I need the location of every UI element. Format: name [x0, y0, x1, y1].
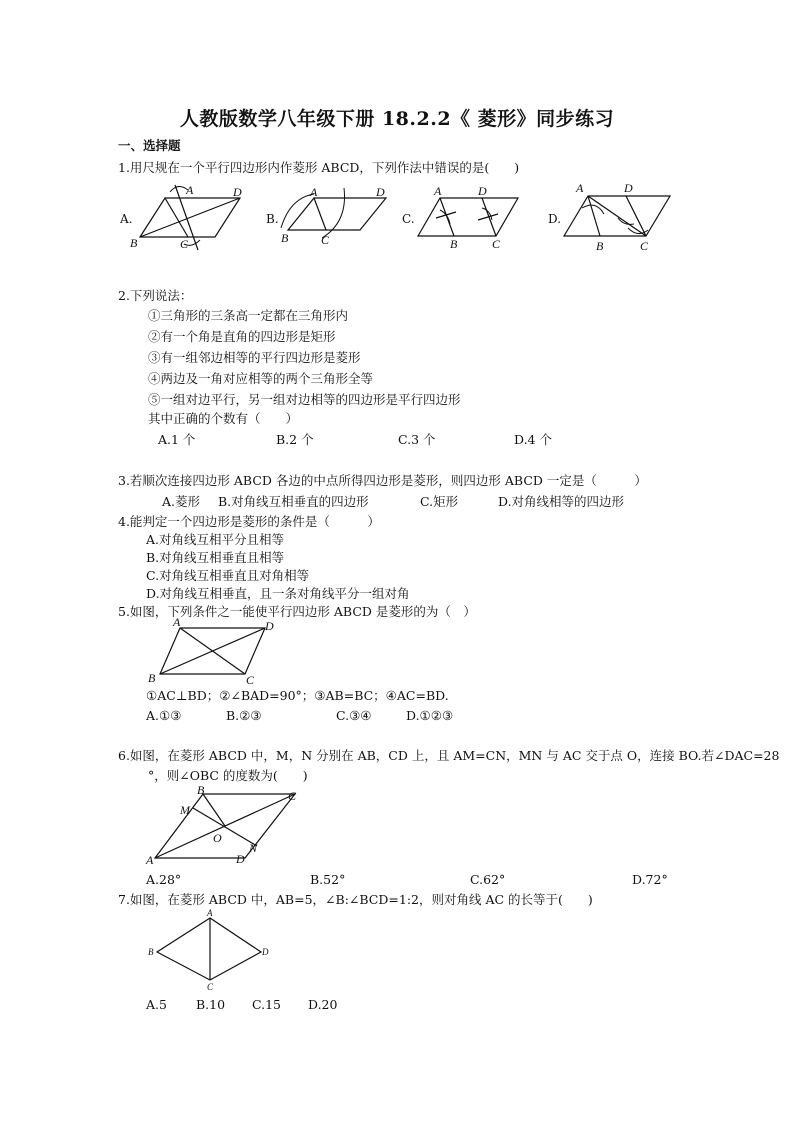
q6-option-a: A.28°: [146, 872, 182, 887]
q6-figure: [145, 784, 325, 868]
q2-item-5: ⑤一组对边平行，另一组对边相等的四边形是平行四边形: [148, 392, 461, 407]
q1a-label-a: A: [186, 183, 194, 197]
q5-label-d: D: [265, 619, 274, 633]
q6-label-d: D: [236, 852, 245, 866]
q5-option-d: D.①②③: [406, 708, 454, 723]
q6-label-m: M: [180, 803, 190, 817]
q1-option-c-label: C.: [402, 212, 415, 226]
q5-label-c: C: [246, 673, 255, 687]
q3-option-b: B.对角线互相垂直的四边形: [218, 494, 369, 509]
q1a-label-d: D: [233, 185, 242, 199]
q2-option-c: C.3 个: [398, 432, 436, 447]
q1-figure-c: [412, 180, 532, 252]
q7-figure: [145, 908, 275, 992]
q5-figure: [145, 616, 285, 688]
q4-option-a: A.对角线互相平分且相等: [146, 532, 285, 547]
q1-option-d-label: D.: [548, 212, 562, 226]
q1-option-b-label: B.: [266, 212, 279, 226]
q1a-label-c: C: [180, 237, 189, 251]
q1c-label-c: C: [492, 237, 501, 251]
q5-label-a: A: [173, 615, 181, 629]
q1d-label-a: A: [576, 181, 584, 195]
q2-option-d: D.4 个: [514, 432, 552, 447]
q6-option-b: B.52°: [310, 872, 346, 887]
q1c-label-b: B: [450, 237, 458, 251]
q2-item-3: ③有一组邻边相等的平行四边形是菱形: [148, 350, 361, 365]
q2-item-2: ②有一个角是直角的四边形是矩形: [148, 329, 336, 344]
q7-option-c: C.15: [252, 997, 281, 1012]
q2-item-4: ④两边及一角对应相等的两个三角形全等: [148, 371, 374, 386]
q7-stem: 7.如图，在菱形 ABCD 中，AB=5，∠B:∠BCD=1:2，则对角线 AC 的长等于( ): [118, 892, 593, 907]
q1c-label-a: A: [434, 184, 442, 198]
q6-option-d: D.72°: [632, 872, 668, 887]
q6-label-o: O: [213, 831, 222, 845]
q3-option-a: A.菱形: [162, 494, 201, 509]
q5-option-b: B.②③: [226, 708, 262, 723]
q2-option-a: A.1 个: [158, 432, 196, 447]
q7-option-b: B.10: [196, 997, 226, 1012]
q1b-label-c: C: [321, 233, 330, 247]
q3-option-d: D.对角线相等的四边形: [498, 494, 625, 509]
q5-stem: 5.如图，下列条件之一能使平行四边形 ABCD 是菱形的为（ ）: [118, 604, 476, 619]
q7-option-a: A.5: [146, 997, 167, 1012]
q4-option-d: D.对角线互相垂直，且一条对角线平分一组对角: [146, 586, 410, 601]
q1b-label-d: D: [376, 185, 385, 199]
q3-stem: 3.若顺次连接四边形 ABCD 各边的中点所得四边形是菱形，则四边形 ABCD 一定是（ ）: [118, 473, 647, 488]
page-title: 人教版数学八年级下册 18.2.2《 菱形》同步练习: [179, 108, 615, 130]
section-heading: 一、选择题: [118, 138, 181, 153]
q1-option-a-label: A.: [120, 212, 133, 226]
q6-label-a: A: [146, 853, 154, 867]
q1b-label-a: A: [310, 185, 318, 199]
q4-option-c: C.对角线互相垂直且对角相等: [146, 568, 310, 583]
q7-label-a: A: [207, 908, 213, 918]
q4-stem: 4.能判定一个四边形是菱形的条件是（ ）: [118, 514, 380, 529]
q7-label-b: B: [148, 947, 154, 957]
q1d-label-c: C: [640, 239, 649, 253]
q7-label-c: C: [207, 982, 214, 992]
q6-option-c: C.62°: [470, 872, 506, 887]
q6-label-c: C: [288, 789, 297, 803]
q5-option-a: A.①③: [146, 708, 182, 723]
q4-option-b: B.对角线互相垂直且相等: [146, 550, 285, 565]
q1-stem: 1.用尺规在一个平行四边形内作菱形 ABCD，下列作法中错误的是( ): [118, 160, 520, 175]
q1a-label-b: B: [130, 236, 138, 250]
q2-item-1: ①三角形的三条高一定都在三角形内: [148, 308, 349, 323]
q1d-label-b: B: [596, 239, 604, 253]
q1-figure-a: [130, 180, 250, 252]
q6-stem-line1: 6.如图，在菱形 ABCD 中，M，N 分别在 AB，CD 上，且 AM=CN，MN 与 AC 交于点 O，连接 BO.若∠DAC=28: [118, 748, 780, 763]
q7-option-d: D.20: [308, 997, 338, 1012]
q2-stem: 2.下列说法：: [118, 288, 193, 303]
q1b-label-b: B: [281, 231, 289, 245]
q5-label-b: B: [148, 671, 156, 685]
q2-question: 其中正确的个数有（ ）: [148, 411, 299, 426]
q2-option-b: B.2 个: [276, 432, 314, 447]
q1-figure-d: [558, 180, 678, 252]
q7-label-d: D: [262, 947, 269, 957]
q6-label-b: B: [197, 783, 205, 797]
q5-option-c: C.③④: [336, 708, 372, 723]
q1-figure-b: [276, 180, 396, 252]
q6-label-n: N: [249, 841, 258, 855]
q5-conditions: ①AC⊥BD；②∠BAD=90°；③AB=BC；④AC=BD.: [146, 688, 449, 703]
q1d-label-d: D: [624, 181, 633, 195]
q6-stem-line2: °，则∠OBC 的度数为( ): [148, 768, 308, 783]
q1c-label-d: D: [478, 184, 487, 198]
q3-option-c: C.矩形: [420, 494, 459, 509]
